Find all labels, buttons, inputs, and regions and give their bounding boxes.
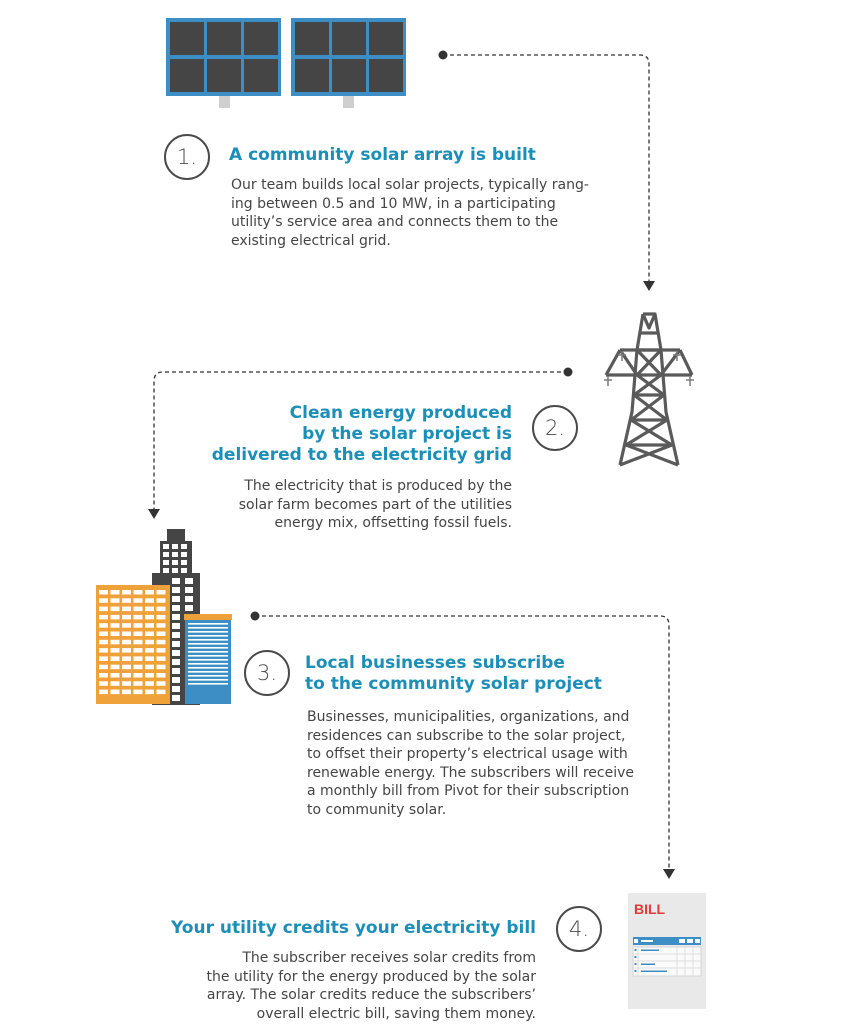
building-window — [122, 590, 131, 595]
building-window — [181, 568, 187, 573]
building-window — [145, 690, 154, 695]
connector-3-arrowhead — [663, 869, 675, 879]
building-window — [172, 578, 180, 584]
connector-2-start-dot — [564, 368, 573, 377]
step-3-body: Businesses, municipalities, organizations, and residences can subscribe to the solar project, to offset their property’s electrical usage with renewable energy. The subscribers will receive a monthly bill from Pivot for their subscription to community solar. — [307, 709, 635, 818]
building-window — [172, 568, 178, 573]
building-window — [99, 648, 108, 653]
building-window — [134, 681, 143, 686]
building-window — [188, 647, 228, 649]
building-window — [172, 623, 180, 629]
building-window — [157, 590, 166, 595]
building-window — [145, 656, 154, 661]
building-window — [172, 668, 180, 674]
building-window — [188, 679, 228, 681]
building-window — [163, 560, 169, 565]
buildings-icon — [96, 529, 232, 705]
building-window — [188, 639, 228, 641]
building-window — [145, 607, 154, 612]
building-window — [111, 673, 120, 678]
building-window — [172, 614, 180, 620]
building-window — [111, 656, 120, 661]
building-window — [111, 623, 120, 628]
building-window — [111, 615, 120, 620]
building-window — [122, 656, 131, 661]
building-window — [145, 665, 154, 670]
building-window — [172, 552, 178, 557]
building-window — [188, 683, 228, 685]
building-window — [99, 615, 108, 620]
building-window — [99, 681, 108, 686]
building-window — [122, 665, 131, 670]
building-window — [99, 665, 108, 670]
building-window — [134, 656, 143, 661]
building-window — [111, 681, 120, 686]
building-window — [157, 632, 166, 637]
building-window — [145, 673, 154, 678]
connector-1-start-dot — [439, 51, 448, 60]
building-window — [145, 681, 154, 686]
building-window — [134, 648, 143, 653]
building-window — [163, 544, 169, 549]
building-window — [172, 560, 178, 565]
building-window — [188, 643, 228, 645]
building-window — [111, 665, 120, 670]
step-3-title: Local businesses subscribe to the community solar project — [305, 653, 602, 694]
building-window — [134, 632, 143, 637]
transmission-tower-icon — [606, 314, 692, 465]
building-window — [99, 673, 108, 678]
building-window — [134, 590, 143, 595]
building-window — [188, 627, 228, 629]
building-window — [145, 615, 154, 620]
building-window — [172, 596, 180, 602]
building-window — [157, 656, 166, 661]
building-window — [172, 544, 178, 549]
building-window — [188, 675, 228, 677]
building-window — [163, 552, 169, 557]
building-window — [134, 623, 143, 628]
building-window — [99, 623, 108, 628]
building-window — [172, 587, 180, 593]
step-2-title: Clean energy produced by the solar project is delivered to the electricity grid — [211, 403, 512, 465]
building-window — [145, 632, 154, 637]
building-window — [111, 598, 120, 603]
building-window — [111, 590, 120, 595]
building-window — [172, 695, 180, 701]
step-4-title: Your utility credits your electricity bill — [171, 918, 536, 938]
step-1-title: A community solar array is built — [229, 145, 536, 165]
building-window — [145, 590, 154, 595]
building-window — [188, 635, 228, 637]
step-2-body: The electricity that is produced by the solar farm becomes part of the utilities energy mix, offsetting fossil fuels. — [238, 478, 512, 531]
solar-panels-icon — [166, 18, 406, 108]
step-1-body: Our team builds local solar projects, typically rang- ing between 0.5 and 10 MW, in a participating utility’s service area and connects them to the existing electrical grid. — [231, 177, 589, 249]
connector-3-start-dot — [251, 612, 260, 621]
building-window — [157, 640, 166, 645]
bill-label: BILL — [634, 901, 666, 917]
building-window — [172, 677, 180, 683]
building-window — [163, 568, 169, 573]
building-window — [134, 690, 143, 695]
building-window — [99, 590, 108, 595]
building-window — [181, 544, 187, 549]
building-window — [157, 690, 166, 695]
building-window — [188, 667, 228, 669]
building-window — [188, 663, 228, 665]
building-window — [157, 623, 166, 628]
building-window — [99, 640, 108, 645]
building-window — [134, 598, 143, 603]
building-window — [134, 640, 143, 645]
building-window — [145, 640, 154, 645]
building-window — [188, 671, 228, 673]
step-1-number: 1. — [164, 134, 210, 180]
building-window — [157, 673, 166, 678]
step-3-number: 3. — [244, 650, 290, 696]
building-window — [172, 650, 180, 656]
building-window — [157, 648, 166, 653]
building-window — [111, 632, 120, 637]
building-window — [99, 607, 108, 612]
building-window — [185, 578, 193, 584]
building-window — [188, 659, 228, 661]
building-window — [111, 640, 120, 645]
building-window — [172, 641, 180, 647]
building-window — [134, 615, 143, 620]
building-window — [172, 659, 180, 665]
connector-2-arrowhead — [148, 509, 160, 519]
building-window — [145, 648, 154, 653]
building-window — [111, 690, 120, 695]
building-window — [188, 655, 228, 657]
step-2-number: 2. — [532, 405, 578, 451]
building-window — [99, 598, 108, 603]
building-window — [99, 690, 108, 695]
building-window — [134, 665, 143, 670]
building-window — [172, 686, 180, 692]
building-window — [145, 598, 154, 603]
building-window — [185, 596, 193, 602]
building-window — [122, 640, 131, 645]
building-window — [145, 623, 154, 628]
building-window — [157, 607, 166, 612]
building-window — [188, 623, 228, 625]
building-window — [99, 632, 108, 637]
building-window — [181, 560, 187, 565]
building-window — [122, 648, 131, 653]
building-window — [122, 615, 131, 620]
building-window — [185, 587, 193, 593]
building-window — [181, 552, 187, 557]
building-window — [122, 607, 131, 612]
connector-1-arrowhead — [643, 281, 655, 291]
building-window — [134, 673, 143, 678]
step-4-number: 4. — [556, 906, 602, 952]
building-window — [157, 615, 166, 620]
step-4-body: The subscriber receives solar credits from the utility for the energy produced by the solar array. The solar credits reduce the subscribers’ overall electric bill, saving them money. — [206, 950, 536, 1022]
building-window — [122, 681, 131, 686]
building-window — [122, 623, 131, 628]
building-window — [122, 632, 131, 637]
building-window — [185, 605, 193, 611]
building-window — [122, 673, 131, 678]
building-window — [134, 607, 143, 612]
building-window — [188, 631, 228, 633]
building-window — [122, 690, 131, 695]
building-window — [111, 648, 120, 653]
building-window — [157, 598, 166, 603]
building-window — [188, 651, 228, 653]
building-window — [172, 605, 180, 611]
building-window — [157, 681, 166, 686]
building-window — [122, 598, 131, 603]
building-window — [99, 656, 108, 661]
building-window — [157, 665, 166, 670]
building-window — [172, 632, 180, 638]
building-window — [111, 607, 120, 612]
